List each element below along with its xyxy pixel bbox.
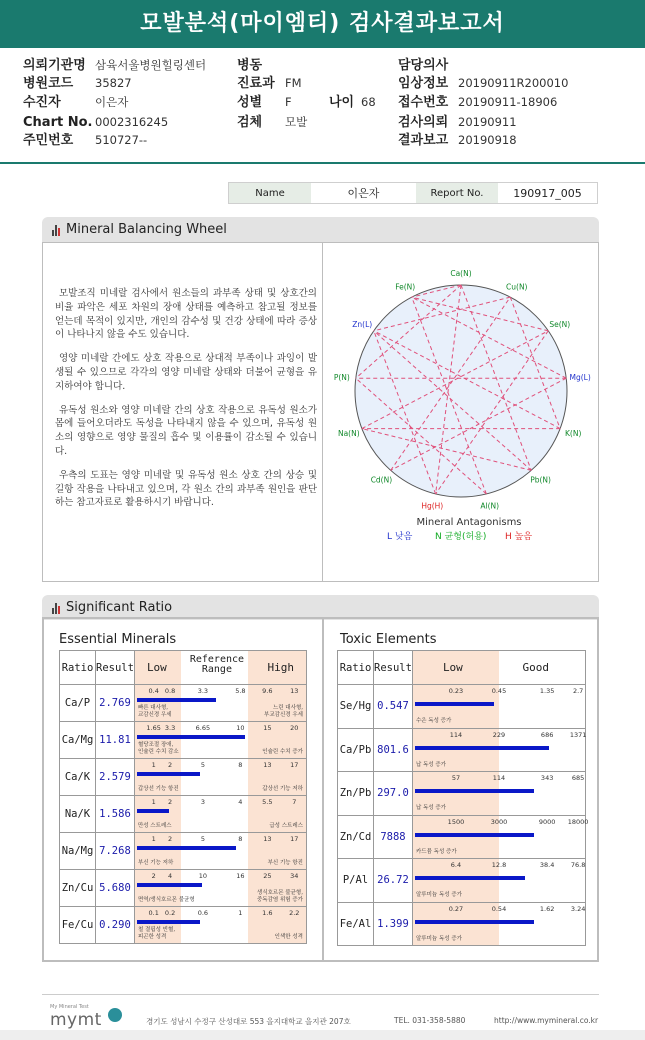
tick-label: 17 [290, 761, 299, 769]
tick-label: 15 [263, 724, 272, 732]
tick-label: 13 [263, 835, 272, 843]
tick-label: 57 [451, 774, 461, 782]
tick-label: 16 [236, 872, 245, 880]
high-note: 생식호르몬 불균형, 중독감염 위험 증가 [256, 890, 303, 903]
wheel-node-label: Na(N) [337, 428, 360, 438]
ratio-name: Zn/Cu [60, 870, 96, 907]
header-field [23, 132, 147, 149]
bottom-strip [0, 1030, 645, 1040]
wheel-node-label: Ca(N) [450, 269, 472, 278]
ratio-result: 26.72 [374, 859, 413, 903]
patient-name: 이은자 [347, 187, 380, 200]
ratio-bar-cell [134, 907, 306, 944]
table-header-row [60, 651, 307, 685]
ratio-result: 297.0 [374, 772, 413, 816]
ratio-bar [415, 789, 534, 793]
table-row [60, 907, 307, 944]
ratio-bar [137, 920, 200, 924]
reference-range-label: Reference Range [189, 654, 245, 675]
footer-tel: TEL. 031-358-5880 [394, 1016, 466, 1025]
tick-label: 0.54 [491, 904, 507, 913]
ratio-name: Se/Hg [338, 685, 374, 729]
ratio-bar-cell [134, 796, 306, 833]
tick-label: 0.2 [164, 909, 176, 917]
table-row [338, 772, 586, 816]
ratio-bar [415, 920, 534, 924]
header-field [23, 75, 132, 92]
ratio-bar [137, 735, 245, 739]
report-no: 190917_005 [513, 186, 582, 200]
wheel-legend-item: H 높음 [505, 532, 533, 542]
wheel-node-label: Hg(H) [421, 501, 444, 511]
low-note: 빠른 대사형, 교감신경 우세 [137, 705, 172, 718]
wheel-paragraph: 우측의 도표는 영양 미네랄 및 유독성 원소 상호 간의 상승 및 길항 작용을 나타내고 있으며, 각 원소 간의 과부족 원인을 판단하는 참고자료로 활용하시기 바랍니다. [55, 469, 317, 509]
ratio-name: Ca/Pb [338, 728, 374, 772]
ratio-bar-cell [134, 833, 306, 870]
mineral-wheel [323, 243, 599, 581]
low-note: 알루미늄 독성 증가 [415, 935, 462, 942]
ratio-bar-cell [412, 859, 585, 903]
ratio-bar [415, 746, 549, 750]
ratio-name: Na/Mg [60, 833, 96, 870]
tick-label: 2 [168, 798, 173, 806]
tick-label: 25 [263, 872, 272, 880]
header-field [23, 57, 206, 74]
ratio-bar-cell [412, 685, 585, 729]
ratio-bar-cell [412, 902, 585, 946]
wheel-node-label: K(N) [565, 428, 582, 438]
ratio-bar-cell [134, 870, 306, 907]
header-field-label: 검체 [237, 115, 263, 130]
tick-label: 114 [492, 774, 506, 782]
tick-label: 76.8 [570, 861, 586, 869]
header-field-value: 0002316245 [95, 115, 169, 129]
tick-label: 2.2 [289, 909, 300, 917]
header-field-value: 20190918 [458, 133, 517, 147]
header-field [329, 94, 376, 111]
ratio-result: 1.399 [374, 902, 413, 946]
table-row [60, 796, 307, 833]
low-label: Low [146, 661, 167, 674]
footer-divider [42, 994, 599, 995]
tick-label: 5 [200, 761, 205, 769]
tick-label: 3.3 [197, 687, 209, 695]
header-field-value: 510727-- [95, 133, 148, 147]
header-field-value: 이은자 [95, 95, 129, 109]
high-note: 인슐린 수치 증가 [262, 748, 303, 755]
ratio-name: Fe/Al [338, 902, 374, 946]
tick-label: 2 [151, 872, 156, 880]
tick-label: 38.4 [539, 861, 555, 869]
ratio-bar [415, 876, 525, 880]
ratio-result: 0.290 [96, 907, 135, 944]
tick-label: 0.4 [148, 687, 159, 695]
ratio-bar [137, 883, 202, 887]
header-field [398, 94, 557, 111]
header-field [398, 114, 517, 131]
tick-label: 2.7 [572, 687, 584, 695]
wheel-legend-item: L 낮음 [387, 532, 413, 542]
header-field-label: 검사의뢰 [398, 115, 449, 130]
low-note: 갑상선 기능 항진 [137, 785, 179, 792]
tick-label: 9000 [538, 817, 556, 826]
low-note: 납 독성 증가 [415, 761, 446, 768]
wheel-caption: Mineral Antagonisms [416, 517, 522, 528]
ratio-name: P/Al [338, 859, 374, 903]
wheel-section-header [42, 217, 599, 242]
table-row [60, 685, 307, 722]
wheel-node-label: Cd(N) [370, 475, 393, 485]
wheel-node-label: Mg(L) [569, 372, 591, 382]
ratio-panel [42, 617, 599, 962]
tick-label: 5.8 [235, 687, 246, 695]
ratio-bar-cell [134, 759, 306, 796]
ratio-bar [137, 772, 200, 776]
name-report-box [228, 182, 598, 204]
ratio-bar [415, 833, 534, 837]
wheel-node-label: Se(N) [549, 319, 571, 329]
high-note: 인색한 성격 [274, 933, 303, 940]
range-header [412, 651, 585, 685]
low-note: 납 독성 증가 [415, 805, 446, 811]
low-note: 수은 독성 증가 [415, 718, 452, 724]
tick-label: 6.65 [195, 724, 211, 732]
header-field-value: 20190911R200010 [458, 76, 569, 90]
ratio-bar [137, 698, 216, 702]
tick-label: 1 [151, 761, 156, 769]
tick-label: 8 [238, 761, 243, 769]
tick-label: 13 [290, 687, 299, 695]
toxic-title: Toxic Elements [340, 632, 437, 647]
ratio-bar-cell [412, 815, 589, 859]
tick-label: 1 [151, 835, 156, 843]
header-field [398, 57, 458, 74]
table-row [338, 902, 586, 946]
tick-label: 1.35 [539, 687, 555, 695]
brand-tagline: My Mineral Test [50, 1004, 89, 1010]
tick-label: 1 [151, 798, 156, 806]
header-divider [0, 162, 645, 164]
header-field-label: 결과보고 [398, 133, 449, 148]
header-field-label: 주민번호 [23, 133, 74, 148]
high-note: 느린 대사형, 부교감신경 우세 [264, 705, 303, 718]
wheel-description [55, 287, 317, 520]
tick-label: 1 [238, 909, 243, 917]
name-label: Name [229, 183, 311, 203]
header-field-label: Chart No. [23, 115, 93, 130]
ratio-result: 2.579 [96, 759, 135, 796]
tick-label: 9.6 [262, 687, 273, 695]
footer-address: 경기도 성남시 수정구 산성대로 553 을지대학교 을지관 207호 [146, 1017, 351, 1026]
header-field-value: 35827 [95, 76, 132, 90]
result-header: Result [96, 651, 135, 685]
header-field-label: 수진자 [23, 95, 61, 110]
tick-label: 17 [290, 835, 299, 843]
header-field-label: 담당의사 [398, 58, 449, 73]
brand-logo: mymt [50, 1010, 102, 1030]
tick-label: 229 [492, 730, 506, 739]
table-row [60, 722, 307, 759]
table-row [338, 685, 586, 729]
ratio-name: Ca/P [60, 685, 96, 722]
ratio-bar [137, 846, 236, 850]
wheel-node-label: Pb(N) [530, 475, 551, 485]
tick-label: 18000 [567, 817, 589, 826]
tick-label: 20 [290, 724, 299, 732]
header-field-value: 20190911 [458, 115, 517, 129]
tick-label: 6.4 [450, 861, 462, 869]
tick-label: 8 [238, 835, 243, 843]
low-note: 만성 스트레스 [137, 822, 172, 829]
tick-label: 0.1 [148, 909, 159, 917]
essential-title: Essential Minerals [59, 632, 177, 647]
tick-label: 4 [238, 798, 243, 806]
tick-label: 1371 [569, 730, 587, 739]
low-note: 철 결핍성 빈혈, 피곤한 성격 [137, 927, 176, 940]
header-field-label: 임상정보 [398, 76, 449, 91]
table-row [338, 859, 586, 903]
header-field [23, 94, 128, 111]
tick-label: 3.24 [570, 904, 586, 913]
tick-label: 10 [198, 872, 208, 880]
wheel-panel [42, 242, 599, 582]
ratio-result: 5.680 [96, 870, 135, 907]
chart-bars-icon [52, 601, 60, 614]
wheel-node-label: Fe(N) [395, 282, 416, 292]
tick-label: 34 [290, 872, 299, 880]
ratio-name: Fe/Cu [60, 907, 96, 944]
wheel-paragraph: 모발조직 미네랄 검사에서 원소들의 과부족 상태 및 상호간의 비율 파악은 세포 차원의 장애 상태를 예측하고 참고될 정보를 얻는데 목적이 있지만, 개인의 감수성 및 건강 상태에 따라 증상이 나타나지 않을 수도 있습니다. [55, 288, 317, 341]
ratio-name: Zn/Cd [338, 815, 374, 859]
ratio-section-title: Significant Ratio [66, 600, 173, 615]
ratio-name: Ca/Mg [60, 722, 96, 759]
tick-label: 5 [200, 835, 205, 843]
tick-label: 1500 [447, 817, 465, 826]
ratio-bar-cell [134, 685, 306, 722]
low-note: 부신 기능 저하 [137, 859, 174, 866]
ratio-bar-cell [412, 772, 585, 816]
tick-label: 0.6 [197, 909, 209, 917]
header-field [23, 114, 168, 131]
header-field-label: 병동 [237, 58, 263, 73]
report-no-label: Report No. [416, 183, 498, 203]
result-header: Result [374, 651, 413, 685]
leaf-logo-icon [108, 1008, 122, 1022]
ratio-result: 801.6 [374, 728, 413, 772]
tick-label: 686 [540, 730, 554, 739]
tick-label: 685 [571, 774, 585, 782]
ratio-result: 0.547 [374, 685, 413, 729]
ratio-bar-cell [134, 722, 306, 759]
table-row [338, 728, 586, 772]
wheel-node-label: P(N) [333, 372, 350, 382]
ratio-bar [137, 809, 170, 813]
range-header [134, 651, 306, 685]
ratio-result: 1.586 [96, 796, 135, 833]
wheel-node-label: Zn(L) [352, 319, 373, 329]
header-field-label: 진료과 [237, 76, 275, 91]
header-field-label: 성별 [237, 95, 263, 110]
tick-label: 1.65 [146, 724, 161, 732]
tick-label: 3 [200, 798, 205, 806]
wheel-node-label: Cu(N) [506, 282, 528, 292]
ratio-result: 7888 [374, 815, 413, 859]
tick-label: 0.8 [164, 687, 176, 695]
good-label: Good [522, 661, 549, 674]
high-note: 부신 기능 항진 [267, 859, 303, 866]
table-row [60, 870, 307, 907]
header-field-label: 병원코드 [23, 76, 74, 91]
header-field-value: 모발 [285, 115, 308, 129]
high-note: 급성 스트레스 [269, 822, 303, 829]
header-field-value: FM [285, 76, 302, 90]
tick-label: 0.23 [448, 687, 464, 695]
header-field [398, 132, 517, 149]
toxic-table [337, 650, 589, 946]
ratio-result: 2.769 [96, 685, 135, 722]
header-field-value: 68 [361, 95, 376, 109]
tick-label: 0.45 [491, 687, 507, 695]
header-field [237, 114, 307, 131]
header-field [237, 75, 302, 92]
tick-label: 1.6 [262, 909, 273, 917]
tick-label: 2 [168, 761, 173, 769]
low-note: 카드뮴 독성 증가 [415, 848, 457, 855]
low-label: Low [442, 661, 463, 674]
tick-label: 343 [540, 774, 554, 782]
table-row [60, 759, 307, 796]
header-field-value: 20190911-18906 [458, 95, 558, 109]
low-note: 면역/생식호르몬 불균형 [137, 896, 195, 903]
header-field-value: 삼육서울병원힐링센터 [95, 58, 207, 72]
table-row [338, 815, 586, 859]
tick-label: 13 [263, 761, 272, 769]
tick-label: 4 [168, 872, 173, 880]
footer-url[interactable]: http://www.mymineral.co.kr [494, 1016, 599, 1025]
table-header-row [338, 651, 586, 685]
tick-label: 7 [292, 798, 297, 806]
report-title: 모발분석(마이엠티) 검사결과보고서 [0, 0, 645, 48]
wheel-circle [355, 282, 567, 497]
tick-label: 10 [236, 724, 245, 732]
tick-label: 1.62 [539, 904, 555, 913]
low-note: 혈당조절 장애, 인슐린 수치 감소 [137, 742, 179, 755]
wheel-paragraph: 영양 미네랄 간에도 상호 작용으로 상대적 부족이나 과잉이 발생될 수 있으므로 각각의 영양 미네랄 상태와 더불어 균형을 유지하여야 합니다. [55, 353, 317, 392]
wheel-legend-item: N 균형(허용) [435, 532, 487, 542]
ratio-bar-cell [412, 728, 585, 772]
wheel-node-label: Al(N) [480, 501, 500, 511]
ratio-name: Na/K [60, 796, 96, 833]
chart-bars-icon [52, 223, 60, 236]
tick-label: 3000 [490, 817, 508, 826]
high-label: High [267, 661, 294, 674]
tick-label: 2 [168, 835, 173, 843]
header-field [398, 75, 568, 92]
essential-table [59, 650, 307, 944]
tick-label: 3.3 [164, 724, 176, 732]
wheel-section-title: Mineral Balancing Wheel [66, 222, 227, 237]
ratio-header: Ratio [60, 651, 96, 685]
ratio-bar [415, 702, 494, 706]
header-field-value: F [285, 95, 292, 109]
high-note: 갑상선 기능 저하 [262, 785, 303, 792]
ratio-result: 7.268 [96, 833, 135, 870]
header-field [237, 94, 292, 111]
header-field-label: 의뢰기관명 [23, 58, 86, 73]
tick-label: 5.5 [262, 798, 273, 806]
wheel-paragraph: 유독성 원소와 영양 미네랄 간의 상호 작용으로 유독성 원소가 몸에 들어오더라도 독성을 나타내지 않을 수 있으며, 유독성 원소의 영향으로 영양 물질의 흡수 및 이용률이 감소될 수 있습니다. [55, 404, 317, 457]
header-field-label: 나이 [329, 95, 355, 110]
ratio-name: Ca/K [60, 759, 96, 796]
ratio-result: 11.81 [96, 722, 135, 759]
tick-label: 0.27 [448, 904, 464, 913]
low-note: 알루미늄 독성 증가 [415, 892, 462, 898]
table-row [60, 833, 307, 870]
header-field [237, 57, 285, 74]
tick-label: 114 [449, 730, 463, 739]
header-field-label: 접수번호 [398, 95, 449, 110]
tick-label: 12.8 [491, 861, 507, 869]
ratio-header: Ratio [338, 651, 374, 685]
ratio-name: Zn/Pb [338, 772, 374, 816]
